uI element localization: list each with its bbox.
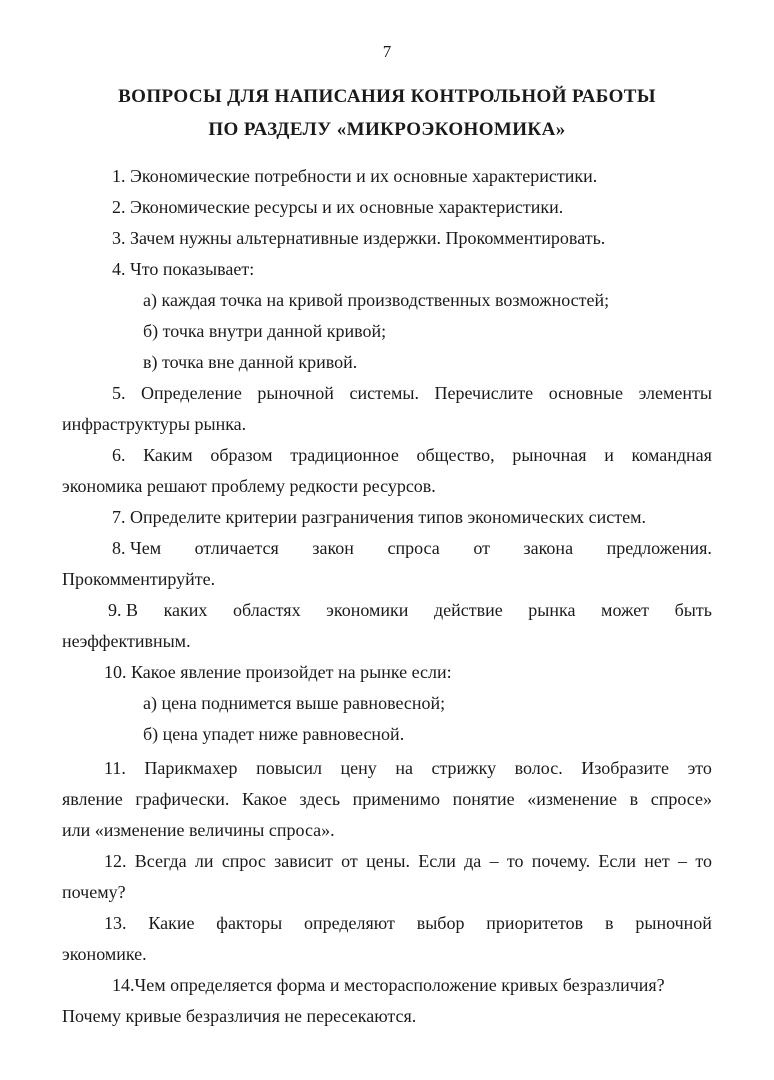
- question-14-line-2: Почему кривые безразличия не пересекаются.: [62, 1006, 417, 1026]
- question-13-line-1: 13. Какие факторы определяют выбор приоритетов в рыночной: [104, 913, 712, 933]
- question-8-line-2: Прокомментируйте.: [62, 569, 216, 589]
- question-5-line-1: 5. Определение рыночной системы. Перечислите основные элементы: [112, 383, 712, 403]
- title-line-2: ПО РАЗДЕЛУ «МИКРОЭКОНОМИКА»: [208, 119, 566, 140]
- question-9-line-1: 9. В каких областях экономики действие рынка может быть: [108, 600, 712, 620]
- question-2: 2. Экономические ресурсы и их основные характеристики.: [112, 197, 564, 217]
- question-12-line-2: почему?: [62, 882, 126, 902]
- question-3: 3. Зачем нужны альтернативные издержки. Прокомментировать.: [112, 228, 606, 248]
- page-number: 7: [382, 42, 392, 61]
- title-line-1: ВОПРОСЫ ДЛЯ НАПИСАНИЯ КОНТРОЛЬНОЙ РАБОТЫ: [118, 86, 656, 107]
- question-13-line-2: экономике.: [62, 944, 147, 964]
- question-1: 1. Экономические потребности и их основные характеристики.: [112, 166, 598, 186]
- question-10b: б) цена упадет ниже равновесной.: [143, 724, 405, 744]
- question-7: 7. Определите критерии разграничения типов экономических систем.: [112, 507, 647, 527]
- question-10a: а) цена поднимется выше равновесной;: [143, 693, 446, 713]
- question-11-line-1: 11. Парикмахер повысил цену на стрижку волос. Изобразите это: [104, 758, 712, 778]
- question-8-line-1: 8. Чем отличается закон спроса от закона предложения.: [112, 538, 712, 558]
- question-11-line-3: или «изменение величины спроса».: [62, 820, 335, 840]
- question-4c: в) точка вне данной кривой.: [143, 352, 358, 372]
- question-10: 10. Какое явление произойдет на рынке если:: [104, 662, 452, 682]
- question-14-line-1: 14.Чем определяется форма и месторасположение кривых безразличия?: [112, 975, 665, 995]
- question-6-line-2: экономика решают проблему редкости ресурсов.: [62, 476, 436, 496]
- question-12-line-1: 12. Всегда ли спрос зависит от цены. Если да – то почему. Если нет – то: [104, 851, 712, 871]
- question-6-line-1: 6. Каким образом традиционное общество, рыночная и командная: [112, 445, 712, 465]
- question-11-line-2: явление графически. Какое здесь применимо понятие «изменение в спросе»: [62, 789, 712, 809]
- question-4b: б) точка внутри данной кривой;: [143, 321, 387, 341]
- question-4: 4. Что показывает:: [112, 259, 255, 279]
- question-9-line-2: неэффективным.: [62, 631, 191, 651]
- question-5-line-2: инфраструктуры рынка.: [62, 414, 247, 434]
- question-4a: а) каждая точка на кривой производственных возможностей;: [143, 290, 610, 310]
